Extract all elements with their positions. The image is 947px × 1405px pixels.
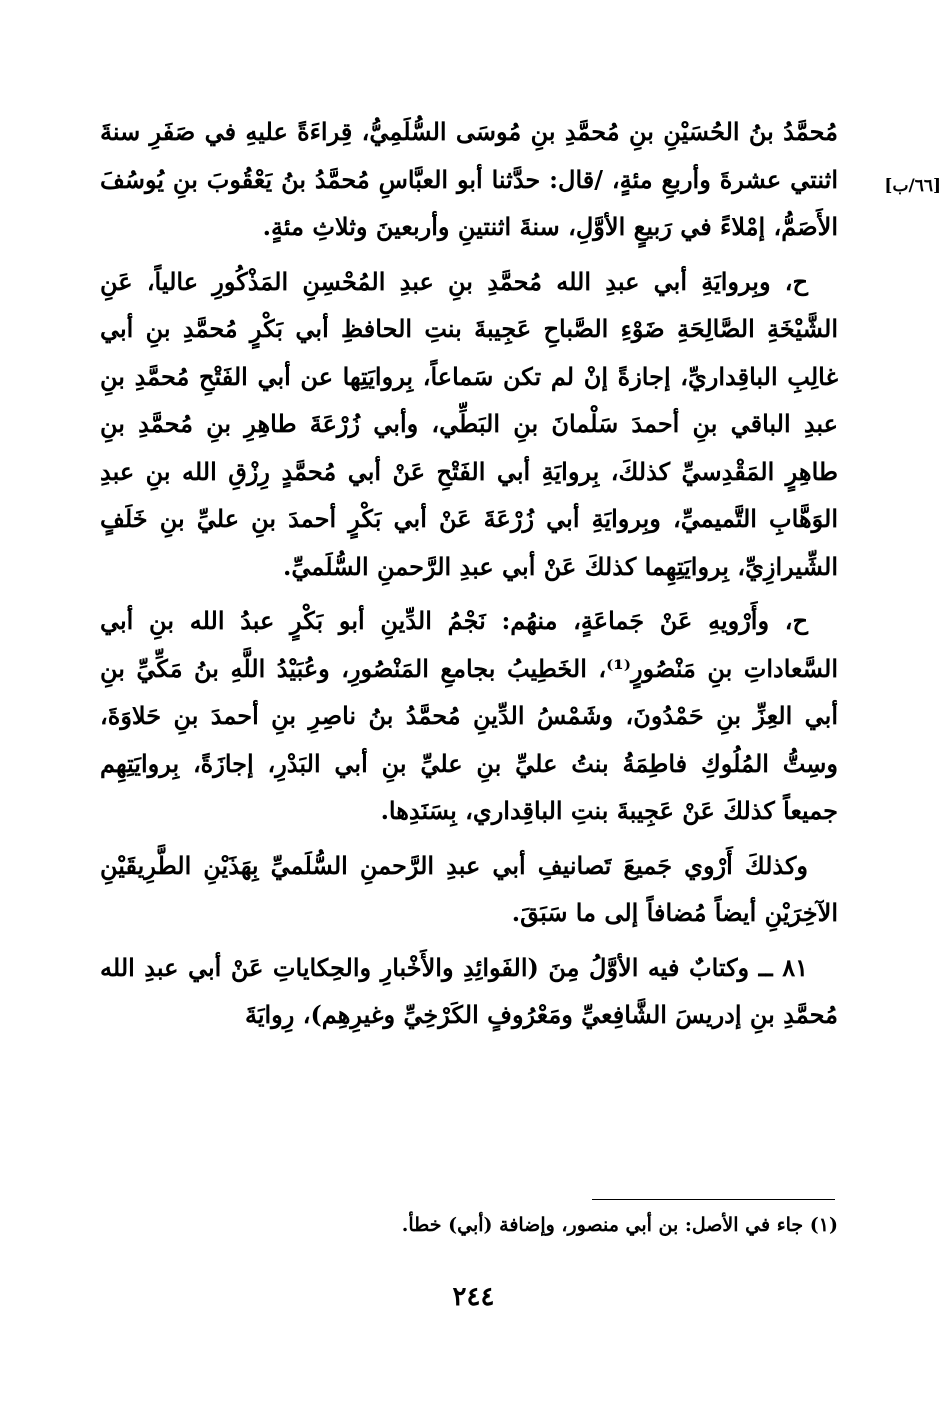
main-text	[100, 108, 838, 1039]
paragraph-5-entry-81: ٨١ ــ وكتابٌ فيه الأوَّلُ مِنَ (الفَوائِدِ والأَخْبارِ والحِكاياتِ عَنْ أبي عبدِ الله مُحمَّدِ بنِ إدريسَ الشَّافِعيِّ ومَعْرُوفٍ الكَرْخِيِّ وغيرِهِم)، رِوايَةَ	[100, 952, 838, 1029]
paragraph-2: ح، وبِروايَةِ أبي عبدِ الله مُحمَّدِ بنِ عبدِ المُحْسِنِ المَذْكُورِ عالياً، عَنِ الشَّيْخَةِ الصَّالِحَةِ ضَوْءِ الصَّباحِ عَجِيبةَ بنتِ الحافظِ أبي بَكْرٍ مُحمَّدِ بنِ أبي غالِبِ الباقِداريِّ، إجازةً إنْ لم تكن سَماعاً، بِروايَتِها عن أبي الفَتْحِ مُحمَّدِ بنِ عبدِ الباقي بنِ أحمدَ سَلْمانَ بنِ البَطِّي، وأبي زُرْعَةَ طاهِرِ بنِ مُحمَّدِ بنِ طاهِرٍ المَقْدِسيِّ كذلكَ، بِروايَةِ أبي الفَتْحِ عَنْ أبي مُحمَّدٍ رِزْقِ الله بنِ عبدِ الوَهَّابِ التَّميميِّ، وبِروايَةِ أبي زُرْعَةَ عَنْ أبي بَكْرٍ أحمدَ بنِ عليِّ بنِ خَلَفٍ الشِّيرازِيِّ، بِروايَتِهِما كذلكَ عَنْ أبي عبدِ الرَّحمنِ السُّلَميِّ.	[100, 266, 839, 581]
page-number: ٢٤٤	[452, 1282, 495, 1312]
margin-folio-note: [٦٦/ب]	[884, 176, 941, 196]
paragraph-4: وكذلكَ أَرْوي جَميعَ تَصانيفِ أبي عبدِ الرَّحمنِ السُّلَميِّ بِهَذَيْنِ الطَّرِيقَيْنِ الآخِرَيْنِ أيضاً مُضافاً إلى ما سَبَقَ.	[100, 850, 838, 927]
paragraph-3: ح، وأَرْويهِ عَنْ جَماعَةٍ، منهُم: نَجْمُ الدِّينِ أبو بَكْرٍ عبدُ الله بنِ أبي السَّعاداتِ بنِ مَنْصُورٍ⁽¹⁾، الخَطِيبُ بجامعِ المَنْصُورِ، وعُبَيْدُ اللَّهِ بنُ مَكِّيِّ بنِ أبي العِزِّ بنِ حَمْدُونَ، وشَمْسُ الدِّينِ مُحمَّدُ بنُ ناصِرِ بنِ أحمدَ بنِ حَلاوَةَ، وسِتُّ المُلُوكِ فاطِمَةُ بنتُ عليِّ بنِ عليِّ بنِ أبي البَدْرِ، إجازَةً، بِروايَتِهِم جميعاً كذلكَ عَنْ عَجِيبةَ بنتِ الباقِداري، بِسَنَدِها.	[100, 606, 839, 825]
paragraph-1: مُحمَّدُ بنُ الحُسَيْنِ بنِ مُحمَّدِ بنِ مُوسَى السُّلَمِيُّ، قِراءَةً عليهِ في صَفَرِ سنةَ اثنتي عشرةَ وأربعِ مئةٍ، /قال: حدَّثنا أبو العبَّاسِ مُحمَّدُ بنُ يَعْقُوبَ بنِ يُوسُفَ الأَصَمُّ، إمْلاءً في رَبيعٍ الأوَّلِ، سنةَ اثنتينِ وأربعينَ وثلاثِ مئةٍ.	[100, 117, 838, 241]
footnote-separator	[592, 1199, 835, 1200]
footnote: (١) جاء في الأصل: بن أبي منصور، وإضافة (أبي) خطأ.	[401, 1214, 838, 1236]
